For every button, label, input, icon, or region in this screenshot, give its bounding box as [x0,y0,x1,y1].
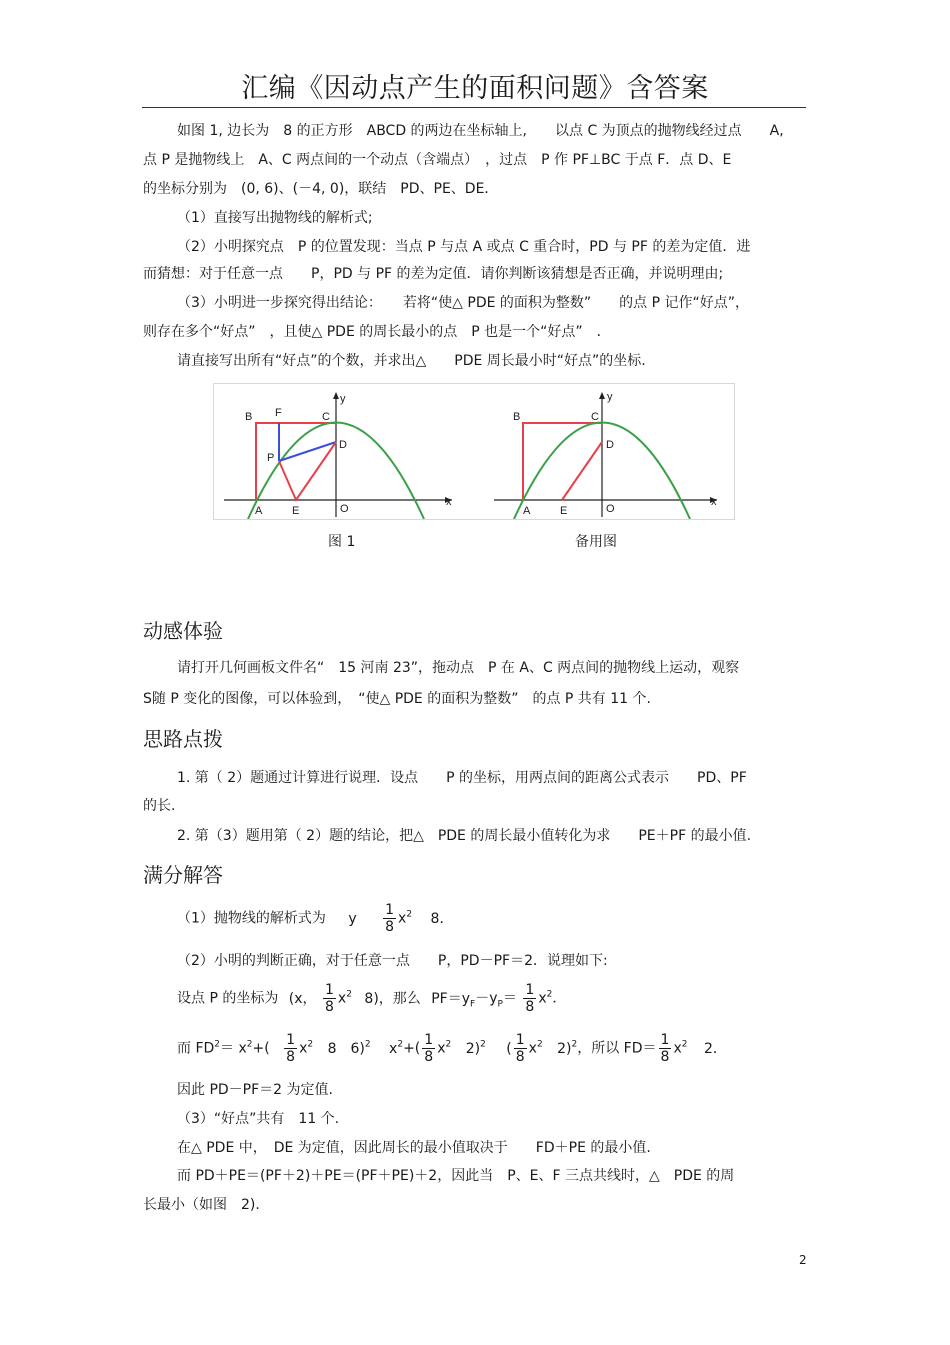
fig2-label-o: O [606,503,615,515]
question-3-line-3: 请直接写出所有“好点”的个数，并求出△ PDE 周长最小时“好点”的坐标. [177,353,646,369]
answer-6: （3）“好点”共有 11 个. [177,1111,340,1127]
fig1-label-o: O [340,503,349,515]
fig1-label-d: D [339,439,347,451]
fig2-segment-de [562,442,602,500]
answer-5: 因此 PD－PF＝2 为定值. [177,1082,333,1098]
question-2-line-1: （2）小明探究点 P 的位置发现：当点 P 与点 A 或点 C 重合时，PD 与 PF 的差为定值．进 [177,239,751,255]
figure-2 [494,391,717,519]
section-heading-solution: 满分解答 [143,863,223,887]
problem-line-2: 点 P 是抛物线上 A、C 两点间的一个动点（含端点） ，过点 P 作 PF⊥BC 于点 F．点 D、E [143,152,732,168]
answer-8-line-1: 而 PD＋PE＝(PF＋2)＋PE＝(PF＋PE)＋2，因此当 P、E、F 三点共线时，△ PDE 的周 [177,1168,735,1184]
fig2-label-a: A [523,505,531,517]
fig1-label-b: B [245,411,253,423]
figure-1-caption: 图 1 [328,534,356,550]
section-heading-hints: 思路点拨 [143,727,223,751]
fig1-label-x: x [446,496,452,508]
fraction-one-eighth: $\frac{1}{8}$ [424,1032,434,1065]
fraction-one-eighth: $\frac{1}{8}$ [385,902,395,935]
fig2-square [523,423,602,500]
fraction-one-eighth: $\frac{1}{8}$ [515,1032,525,1065]
fig2-label-y: y [607,391,613,403]
page-number: 2 [799,1253,807,1267]
question-3-line-1: （3）小明进一步探究得出结论： 若将“使△ PDE 的面积为整数” 的点 P 记作“好点”， [177,295,749,311]
hint-line-1: 1. 第（ 2）题通过计算进行说理．设点 P 的坐标，用两点间的距离公式表示 PD、PF [177,770,747,786]
answer-1: （1）抛物线的解析式为 y $\frac{1}{8}$ $x^2$ 8． [177,902,454,935]
answer-2: （2）小明的判断正确，对于任意一点 P，PD－PF＝2．说理如下: [177,953,608,969]
question-1: （1）直接写出抛物线的解析式; [177,210,373,226]
answer-1-y: y [348,910,357,927]
figure-panel [213,383,735,520]
fig2-label-e: E [560,505,568,517]
answer-3: 设点 P 的坐标为 (x， $\frac{1}{8}$ $x^2$ 8)，那么 $PF=y_F-y_P=$ $\frac{1}{8}$ $x^2$． [177,982,567,1015]
hint-line-2: 的长. [143,798,176,814]
experience-line-2: S随 P 变化的图像，可以体验到， “使△ PDE 的面积为整数” 的点 P 共有 11 个. [143,691,651,707]
problem-line-3: 的坐标分别为 (0, 6)、(－4, 0)，联结 PD、PE、DE． [143,181,499,197]
problem-line-1: 如图 1, 边长为 8 的正方形 ABCD 的两边在坐标轴上, 以点 C 为顶点的抛物线经过点 A, [177,123,784,139]
fig1-label-f: F [275,407,282,419]
fig2-label-b: B [513,411,521,423]
hint-line-3: 2. 第（3）题用第（ 2）题的结论，把△ PDE 的周长最小值转化为求 PE＋PF 的最小值. [177,828,752,844]
title-underline [142,107,806,108]
fraction-one-eighth: $\frac{1}{8}$ [660,1032,670,1065]
fig2-y-arrow [599,392,605,399]
document-title: 汇编《因动点产生的面积问题》含答案 [241,73,709,104]
question-3-line-2: 则存在多个“好点” ，且使△ PDE 的周长最小的点 P 也是一个“好点” ． [143,324,611,340]
answer-8-line-2: 长最小（如图 2). [143,1197,260,1213]
fraction-one-eighth: $\frac{1}{8}$ [325,982,334,1015]
fig1-y-arrow [333,392,339,399]
fig1-label-p: P [267,452,275,464]
fig1-label-e: E [292,505,300,517]
figure-svg [214,384,734,519]
fig1-label-y: y [340,393,346,405]
answer-7: 在△ PDE 中， DE 为定值，因此周长的最小值取决于 FD＋PE 的最小值. [177,1140,651,1156]
fraction-one-eighth: $\frac{1}{8}$ [286,1032,296,1065]
fig1-label-c: C [322,411,330,423]
fig2-label-c: C [591,411,599,423]
answer-1-text: （1）抛物线的解析式为 [177,910,326,927]
fraction-one-eighth: $\frac{1}{8}$ [525,982,535,1015]
fig1-label-a: A [255,505,263,517]
section-heading-experience: 动感体验 [143,619,223,643]
answer-4: 而 $FD^2= x^2+$( $\frac{1}{8}$ $x^2$ 8 6)$^2$ $x^2+$( $\frac{1}{8}$ $x^2$ 2)$^2$ ( $\frac{1}{8}$ $x^2$ 2)$^2$，所以 FD＝ $\frac{1}{8}$ $x^2$ 2． [177,1032,727,1065]
answer-1-constant: 8． [430,910,454,927]
figure-2-caption: 备用图 [575,534,617,550]
fig2-label-x: x [711,496,717,508]
experience-line-1: 请打开几何画板文件名“ 15 河南 23”，拖动点 P 在 A、C 两点间的抛物线上运动，观察 [177,660,740,676]
fig2-label-d: D [606,439,614,451]
figure-1 [224,392,452,519]
question-2-line-2: 而猜想：对于任意一点 P，PD 与 PF 的差为定值．请你判断该猜想是否正确，并说明理由; [143,266,724,282]
